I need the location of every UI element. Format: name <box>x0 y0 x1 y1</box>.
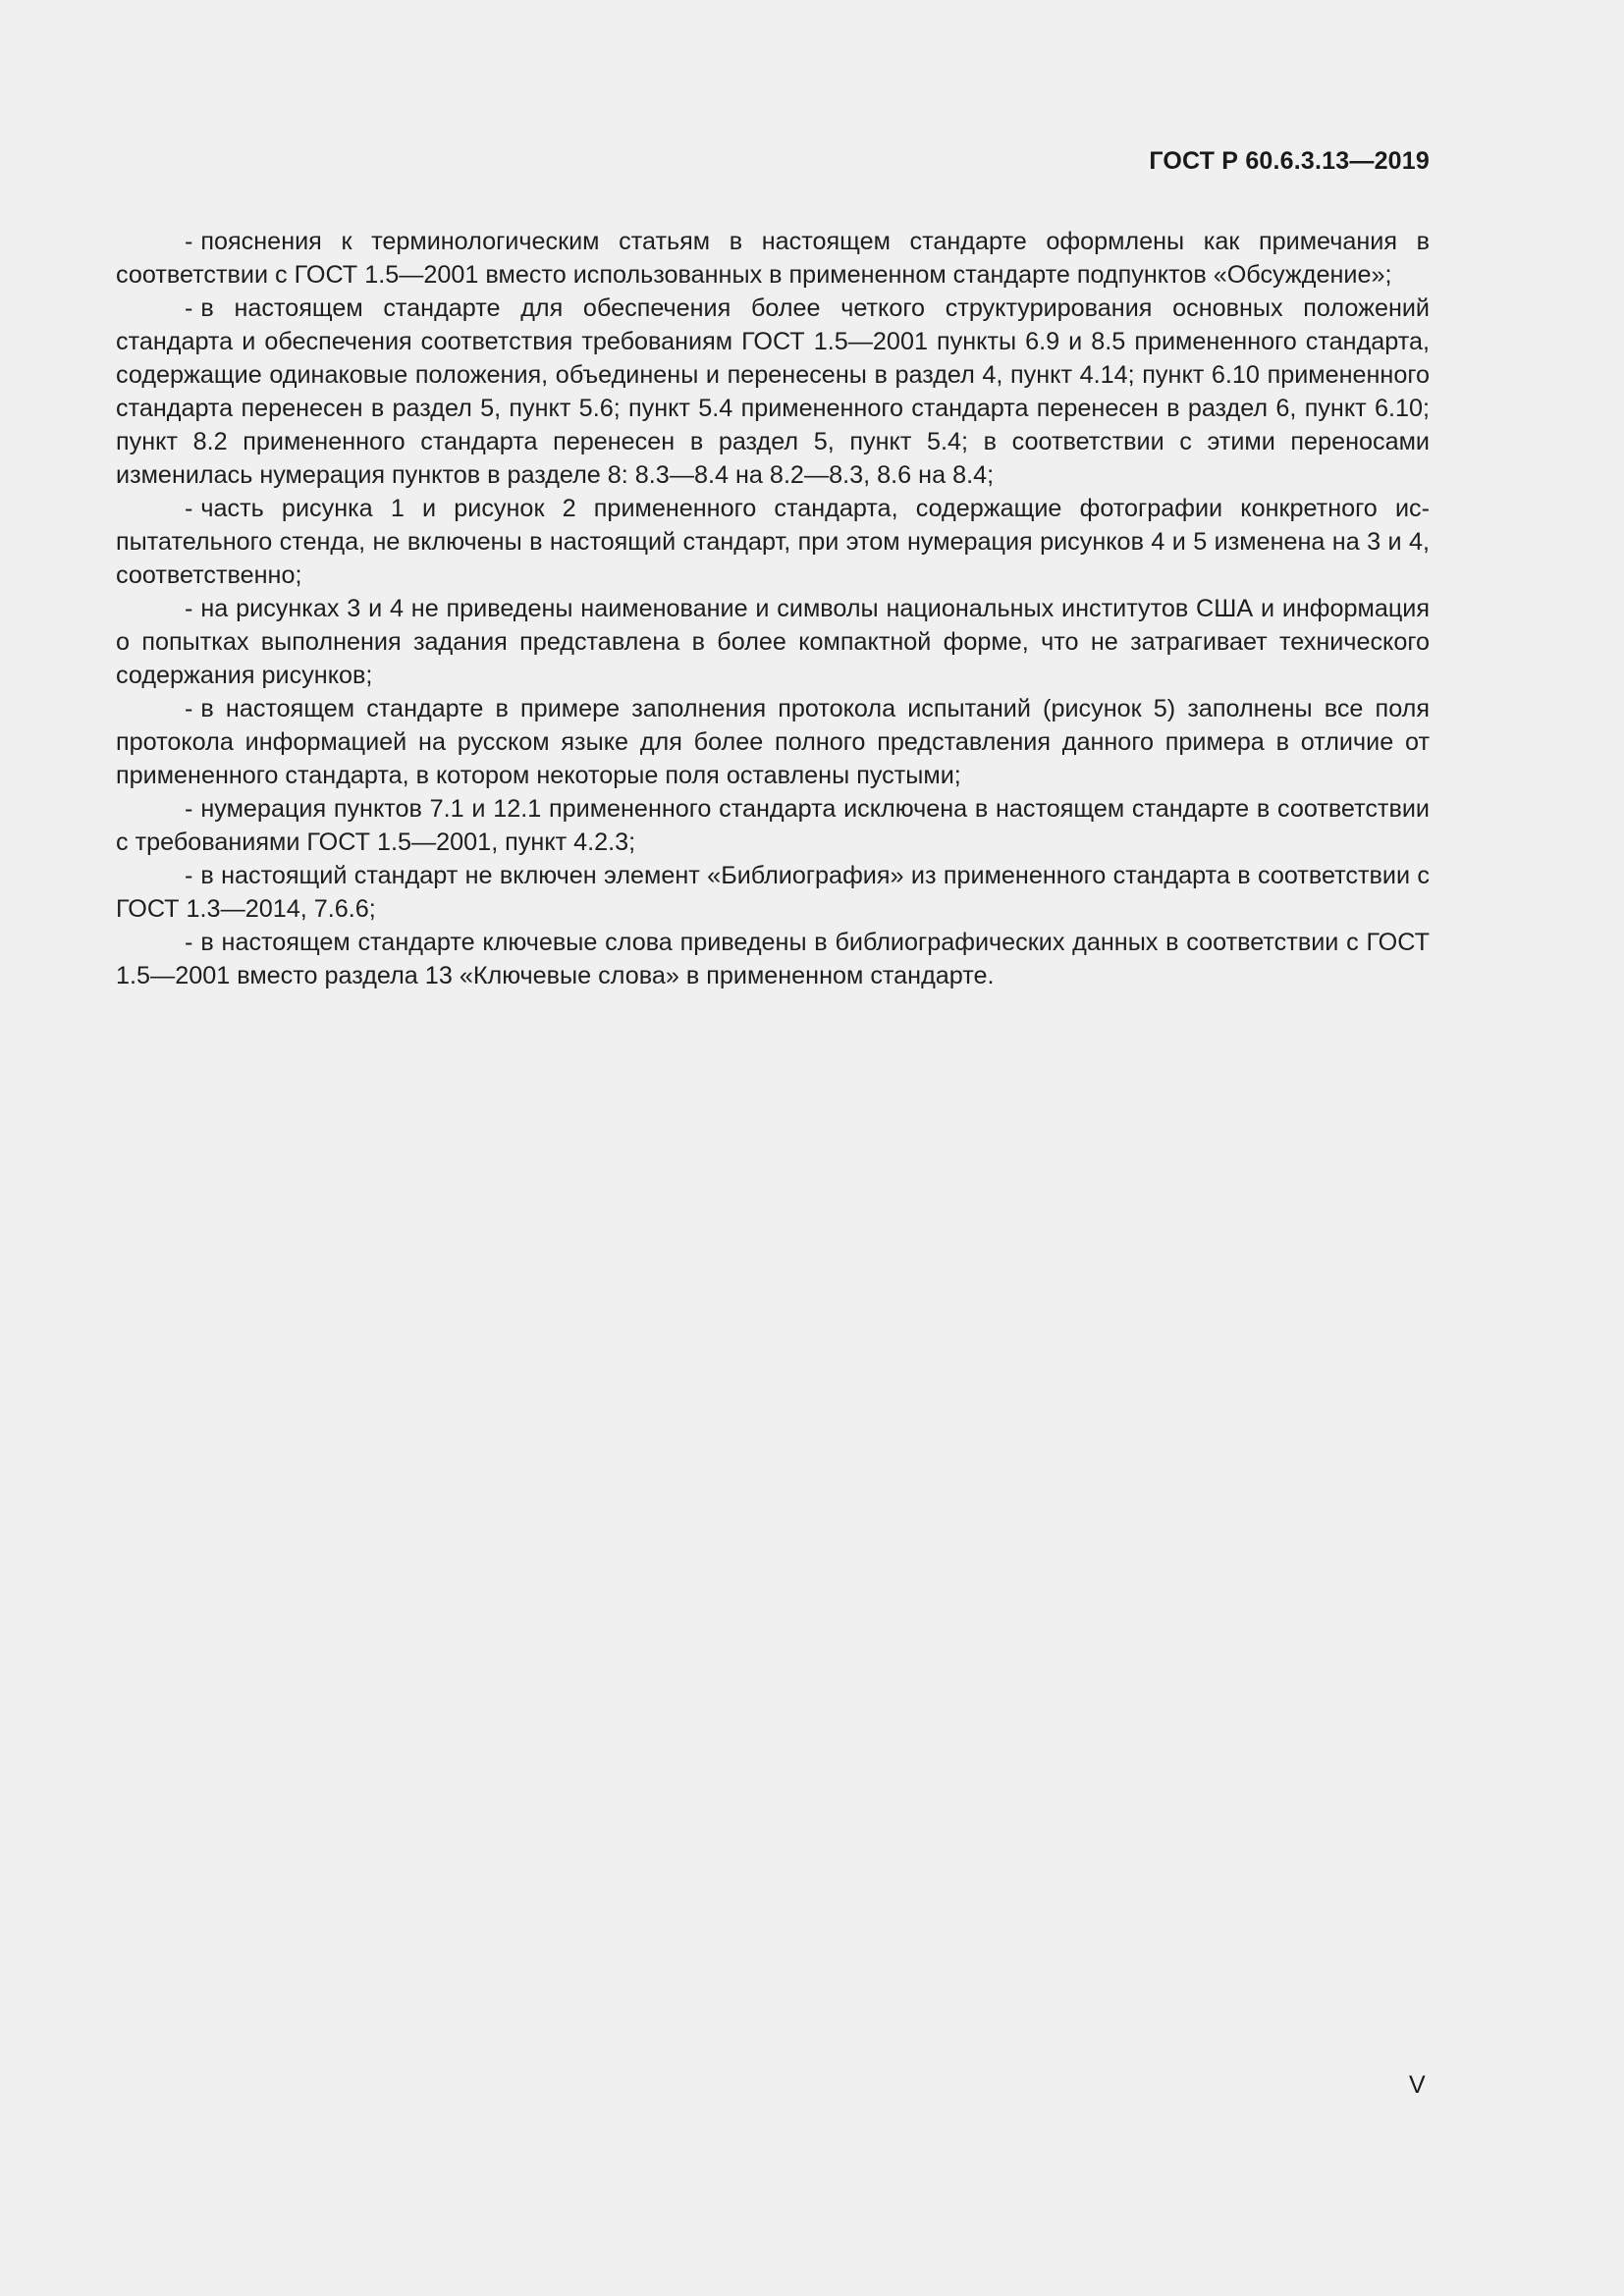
list-item <box>116 225 1430 292</box>
bullet-dash: - <box>185 294 193 322</box>
page-number: V <box>1409 2071 1426 2099</box>
list-item-text: в настоящем стандарте в примере заполнения протокола испытаний (рисунок 5) заполнены все поля протокола информацией на русском языке для более полного представления данного примера в отличие от примененного стандарта, в котором некоторые поля оставлены пустыми; <box>116 695 1430 789</box>
bullet-dash: - <box>185 862 193 889</box>
document-body <box>116 225 1430 992</box>
list-item-text: в настоящем стандарте ключевые слова приведены в библиографических данных в соответствии с ГОСТ 1.5—2001 вместо раздела 13 «Ключевые слова» в примененном стандарте. <box>116 929 1430 989</box>
list-item <box>116 292 1430 492</box>
bullet-dash: - <box>185 495 193 522</box>
list-item <box>116 859 1430 926</box>
list-item-text: в настоящем стандарте для обеспечения более четкого структурирования основных положений стандарта и обеспечения соответствия требованиям ГОСТ 1.5—2001 пункты 6.9 и 8.5 примененного стандарта, содержащие одинаковые положения, объединены и перенесены в раздел 4, пункт 4.14; пункт 6.10 примененного стандарта перенесен в раздел 5, пункт 5.6; пункт 5.4 примененного стандарта перенесен в раздел 6, пункт 6.10; пункт 8.2 примененного стандарта перенесен в раздел 5, пункт 5.4; в соответствии с этими переносами изменилась нумерация пунктов в разделе 8: 8.3—8.4 на 8.2—8.3, 8.6 на 8.4; <box>116 294 1430 489</box>
list-item-text: часть рисунка 1 и рисунок 2 примененного стандарта, содержащие фотографии конкретного испытательного стенда, не включены в настоящий стандарт, при этом нумерация рисунков 4 и 5 изменена на 3 и 4, соответственно; <box>116 495 1430 589</box>
list-item-text: на рисунках 3 и 4 не приведены наименование и символы национальных институтов США и информация о попытках выполнения задания представлена в более компактной форме, что не затрагивает технического содержания рисунков; <box>116 595 1430 689</box>
list-item-text: пояснения к терминологическим статьям в настоящем стандарте оформлены как примечания в соответствии с ГОСТ 1.5—2001 вместо использованных в примененном стандарте подпунктов «Обсуждение»; <box>116 228 1430 289</box>
list-item <box>116 592 1430 692</box>
list-item <box>116 492 1430 592</box>
bullet-dash: - <box>185 795 193 823</box>
list-item-text: нумерация пунктов 7.1 и 12.1 примененного стандарта исключена в настоящем стандарте в соответствии с требованиями ГОСТ 1.5—2001, пункт 4.2.3; <box>116 795 1430 856</box>
list-item <box>116 792 1430 859</box>
bullet-dash: - <box>185 929 193 956</box>
document-code-header: ГОСТ Р 60.6.3.13—2019 <box>1149 147 1430 175</box>
list-item-text: в настоящий стандарт не включен элемент «Библиография» из примененного стандарта в соответствии с ГОСТ 1.3—2014, 7.6.6; <box>116 862 1430 923</box>
bullet-dash: - <box>185 695 193 722</box>
bullet-dash: - <box>185 595 193 622</box>
list-item <box>116 926 1430 992</box>
list-item <box>116 692 1430 792</box>
bullet-dash: - <box>185 228 193 255</box>
